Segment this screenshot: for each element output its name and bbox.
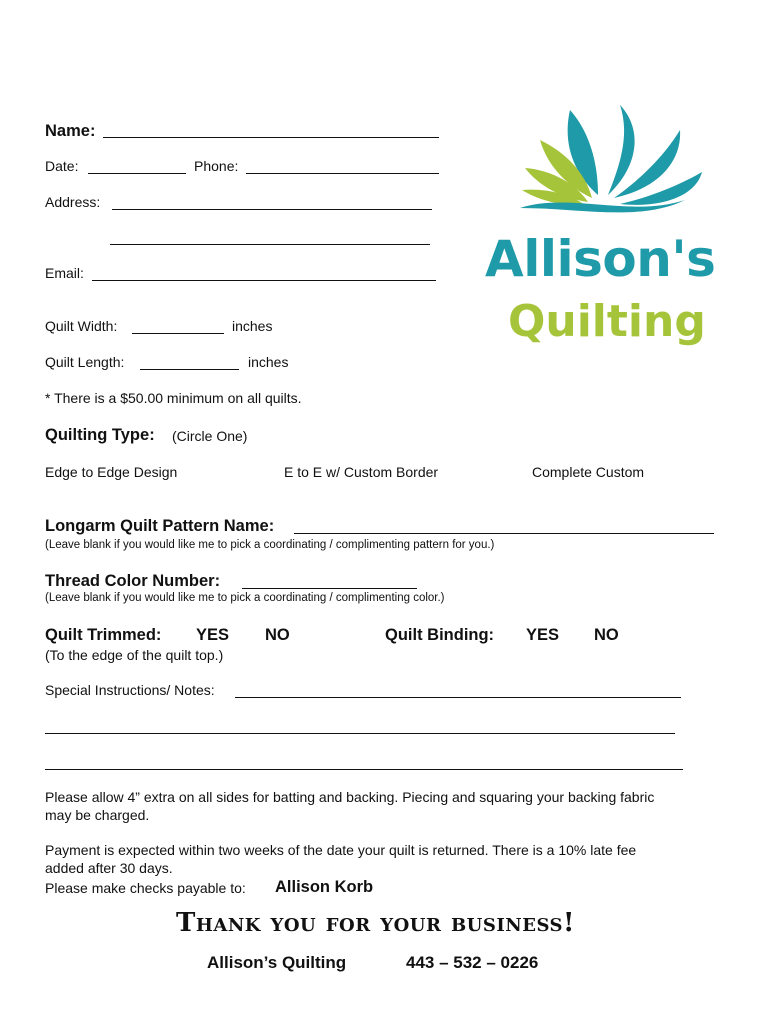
batting-note-line1: Please allow 4” extra on all sides for batting and backing. Piecing and squaring your backing fabric xyxy=(45,789,655,805)
binding-label: Quilt Binding: xyxy=(385,626,495,644)
thread-field[interactable] xyxy=(242,588,417,589)
address-label: Address: xyxy=(45,194,101,210)
address-field-line1[interactable] xyxy=(112,209,432,210)
quilting-option-edge-to-edge[interactable]: Edge to Edge Design xyxy=(45,464,178,480)
name-label: Name: xyxy=(45,122,96,140)
date-field[interactable] xyxy=(88,173,186,174)
email-label: Email: xyxy=(45,265,84,281)
name-field[interactable] xyxy=(103,137,439,138)
quilting-type-heading: Quilting Type: xyxy=(45,426,155,444)
binding-no-option[interactable]: NO xyxy=(594,626,619,644)
quilt-width-field[interactable] xyxy=(132,333,224,334)
email-field[interactable] xyxy=(92,280,436,281)
address-field-line2[interactable] xyxy=(110,244,430,245)
phone-label: Phone: xyxy=(194,158,239,174)
thank-you-heading: Thank you for your business! xyxy=(176,908,575,938)
minimum-note: * There is a $50.00 minimum on all quilts. xyxy=(45,390,302,406)
quilt-width-unit: inches xyxy=(232,318,273,334)
pattern-field[interactable] xyxy=(294,533,714,534)
quilt-length-field[interactable] xyxy=(140,369,239,370)
trimmed-yes-option[interactable]: YES xyxy=(196,626,230,644)
fan-leaf-icon xyxy=(480,100,730,220)
quilting-option-custom-border[interactable]: E to E w/ Custom Border xyxy=(284,464,439,480)
payment-note-line2: added after 30 days. xyxy=(45,860,173,876)
payee-name: Allison Korb xyxy=(275,878,374,896)
payment-note-line1: Payment is expected within two weeks of the date your quilt is returned. There is a 10% late fee xyxy=(45,842,637,858)
quilting-type-hint: (Circle One) xyxy=(172,428,248,444)
allisons-quilting-logo xyxy=(480,100,730,360)
trim-note: (To the edge of the quilt top.) xyxy=(45,647,224,663)
instructions-label: Special Instructions/ Notes: xyxy=(45,682,215,698)
logo-text-allisons: Allison's xyxy=(485,230,716,288)
trimmed-no-option[interactable]: NO xyxy=(265,626,290,644)
thread-note: (Leave blank if you would like me to pick a coordinating / complimenting color.) xyxy=(45,592,445,604)
instructions-field-line2[interactable] xyxy=(45,733,675,734)
instructions-field-line3[interactable] xyxy=(45,769,683,770)
quilting-option-complete-custom[interactable]: Complete Custom xyxy=(532,464,645,480)
thread-label: Thread Color Number: xyxy=(45,572,221,590)
quilt-length-label: Quilt Length: xyxy=(45,354,125,370)
instructions-field-line1[interactable] xyxy=(235,697,681,698)
logo-text-quilting: Quilting xyxy=(508,296,706,347)
footer-phone: 443 – 532 – 0226 xyxy=(406,953,539,972)
checks-label: Please make checks payable to: xyxy=(45,880,246,896)
trimmed-label: Quilt Trimmed: xyxy=(45,626,162,644)
quilt-length-unit: inches xyxy=(248,354,289,370)
date-label: Date: xyxy=(45,158,79,174)
batting-note-line2: may be charged. xyxy=(45,807,150,823)
pattern-label: Longarm Quilt Pattern Name: xyxy=(45,517,275,535)
binding-yes-option[interactable]: YES xyxy=(526,626,560,644)
pattern-note: (Leave blank if you would like me to pick a coordinating / complimenting pattern for you.) xyxy=(45,539,495,551)
phone-field[interactable] xyxy=(246,173,439,174)
footer-business-name: Allison’s Quilting xyxy=(207,953,347,972)
quilt-width-label: Quilt Width: xyxy=(45,318,118,334)
